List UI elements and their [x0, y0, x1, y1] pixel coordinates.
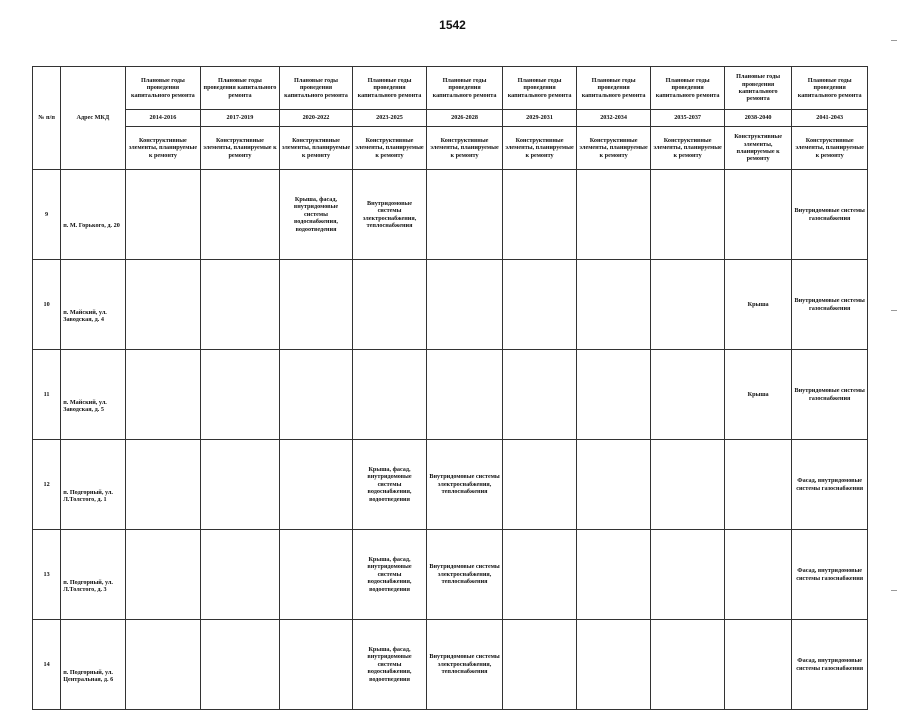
header-period: 2014-2016 [125, 110, 201, 127]
row-number: 13 [33, 530, 61, 620]
row-address: п. Майский, ул. Заводская, д. 5 [61, 350, 125, 440]
header-planned-label: Плановые годы проведения капитального ремонта [125, 67, 201, 110]
row-cell [426, 350, 503, 440]
row-cell [503, 170, 577, 260]
row-number: 14 [33, 620, 61, 710]
row-number: 10 [33, 260, 61, 350]
edge-mark [891, 590, 897, 591]
repair-schedule-table [32, 66, 868, 710]
table-row [33, 620, 868, 710]
row-cell [651, 350, 725, 440]
row-cell: Крыша, фасад, внутридомовые системы водоснабжения, водоотведения [353, 620, 427, 710]
table-row [33, 440, 868, 530]
row-cell [651, 260, 725, 350]
row-cell [279, 350, 353, 440]
header-period: 2029-2031 [503, 110, 577, 127]
row-cell [279, 530, 353, 620]
row-cell [201, 260, 280, 350]
row-number: 9 [33, 170, 61, 260]
table-row [33, 170, 868, 260]
row-cell: Внутридомовые системы электроснабжения, теплоснабжения [353, 170, 427, 260]
row-cell [651, 620, 725, 710]
header-planned-label: Плановые годы проведения капитального ремонта [792, 67, 868, 110]
header-address: Адрес МКД [61, 67, 125, 170]
row-cell: Фасад, внутридомовые системы газоснабжения [792, 530, 868, 620]
row-cell: Фасад, внутридомовые системы газоснабжения [792, 440, 868, 530]
header-planned-label: Плановые годы проведения капитального ремонта [651, 67, 725, 110]
header-elements-label: Конструктивные элементы, планируемые к ремонту [125, 127, 201, 170]
row-cell [503, 530, 577, 620]
row-cell [503, 440, 577, 530]
row-cell [576, 170, 651, 260]
header-planned-label: Плановые годы проведения капитального ремонта [201, 67, 280, 110]
row-cell: Внутридомовые системы газоснабжения [792, 170, 868, 260]
row-cell [279, 440, 353, 530]
row-number: 12 [33, 440, 61, 530]
row-cell: Внутридомовые системы электроснабжения, теплоснабжения [426, 440, 503, 530]
table-row [33, 260, 868, 350]
header-planned-label: Плановые годы проведения капитального ремонта [426, 67, 503, 110]
header-elements-label: Конструктивные элементы, планируемые к ремонту [353, 127, 427, 170]
header-elements-label: Конструктивные элементы, планируемые к ремонту [426, 127, 503, 170]
header-planned-label: Плановые годы проведения капитального ремонта [503, 67, 577, 110]
header-elements-label: Конструктивные элементы, планируемые к ремонту [792, 127, 868, 170]
header-planned-label: Плановые годы проведения капитального ремонта [724, 67, 791, 110]
row-address: п. Майский, ул. Заводская, д. 4 [61, 260, 125, 350]
header-elements-label: Конструктивные элементы, планируемые к ремонту [201, 127, 280, 170]
row-cell [724, 530, 791, 620]
row-cell [576, 440, 651, 530]
row-cell [576, 260, 651, 350]
row-cell [426, 170, 503, 260]
row-cell [125, 440, 201, 530]
row-cell [125, 530, 201, 620]
header-planned-label: Плановые годы проведения капитального ремонта [353, 67, 427, 110]
row-cell [125, 350, 201, 440]
header-planned-label: Плановые годы проведения капитального ремонта [279, 67, 353, 110]
header-elements-label: Конструктивные элементы, планируемые к ремонту [503, 127, 577, 170]
header-period: 2023-2025 [353, 110, 427, 127]
row-cell [651, 170, 725, 260]
row-cell [724, 620, 791, 710]
row-cell [201, 440, 280, 530]
row-cell [125, 620, 201, 710]
row-cell: Крыша, фасад, внутридомовые системы водоснабжения, водоотведения [353, 530, 427, 620]
edge-mark [891, 40, 897, 41]
row-cell: Крыша [724, 350, 791, 440]
row-address: п. М. Горького, д. 20 [61, 170, 125, 260]
row-cell [279, 260, 353, 350]
row-cell [426, 260, 503, 350]
row-cell [125, 170, 201, 260]
row-cell: Крыша [724, 260, 791, 350]
header-num: № п/п [33, 67, 61, 170]
row-cell [576, 530, 651, 620]
row-cell: Внутридомовые системы электроснабжения, теплоснабжения [426, 620, 503, 710]
edge-mark [891, 310, 897, 311]
row-cell: Крыша, фасад, внутридомовые системы водоснабжения, водоотведения [353, 440, 427, 530]
row-cell [201, 530, 280, 620]
header-elements-label: Конструктивные элементы, планируемые к ремонту [279, 127, 353, 170]
row-cell: Внутридомовые системы электроснабжения, теплоснабжения [426, 530, 503, 620]
row-cell [201, 170, 280, 260]
header-planned-label: Плановые годы проведения капитального ремонта [576, 67, 651, 110]
row-address: п. Подгорный, ул. Л.Толстого, д. 1 [61, 440, 125, 530]
row-cell [651, 440, 725, 530]
header-elements-label: Конструктивные элементы, планируемые к ремонту [724, 127, 791, 170]
row-cell [724, 170, 791, 260]
header-period: 2041-2043 [792, 110, 868, 127]
header-period: 2020-2022 [279, 110, 353, 127]
row-cell [503, 620, 577, 710]
row-cell [724, 440, 791, 530]
row-cell [353, 260, 427, 350]
header-period: 2032-2034 [576, 110, 651, 127]
table-row [33, 350, 868, 440]
row-cell [125, 260, 201, 350]
row-cell: Внутридомовые системы газоснабжения [792, 260, 868, 350]
row-cell [201, 620, 280, 710]
row-cell [503, 260, 577, 350]
header-period: 2035-2037 [651, 110, 725, 127]
row-cell [201, 350, 280, 440]
row-address: п. Подгорный, ул. Л.Толстого, д. 3 [61, 530, 125, 620]
row-cell [576, 620, 651, 710]
row-cell [503, 350, 577, 440]
row-cell [651, 530, 725, 620]
table-row [33, 530, 868, 620]
header-period: 2038-2040 [724, 110, 791, 127]
row-cell [353, 350, 427, 440]
header-period: 2017-2019 [201, 110, 280, 127]
header-elements-label: Конструктивные элементы, планируемые к ремонту [576, 127, 651, 170]
row-cell [279, 620, 353, 710]
row-address: п. Подгорный, ул. Центральная, д. 6 [61, 620, 125, 710]
row-number: 11 [33, 350, 61, 440]
row-cell [576, 350, 651, 440]
page-number: 1542 [439, 18, 466, 32]
row-cell: Крыша, фасад, внутридомовые системы водоснабжения, водоотведения [279, 170, 353, 260]
row-cell: Внутридомовые системы газоснабжения [792, 350, 868, 440]
header-elements-label: Конструктивные элементы, планируемые к ремонту [651, 127, 725, 170]
row-cell: Фасад, внутридомовые системы газоснабжения [792, 620, 868, 710]
header-period: 2026-2028 [426, 110, 503, 127]
